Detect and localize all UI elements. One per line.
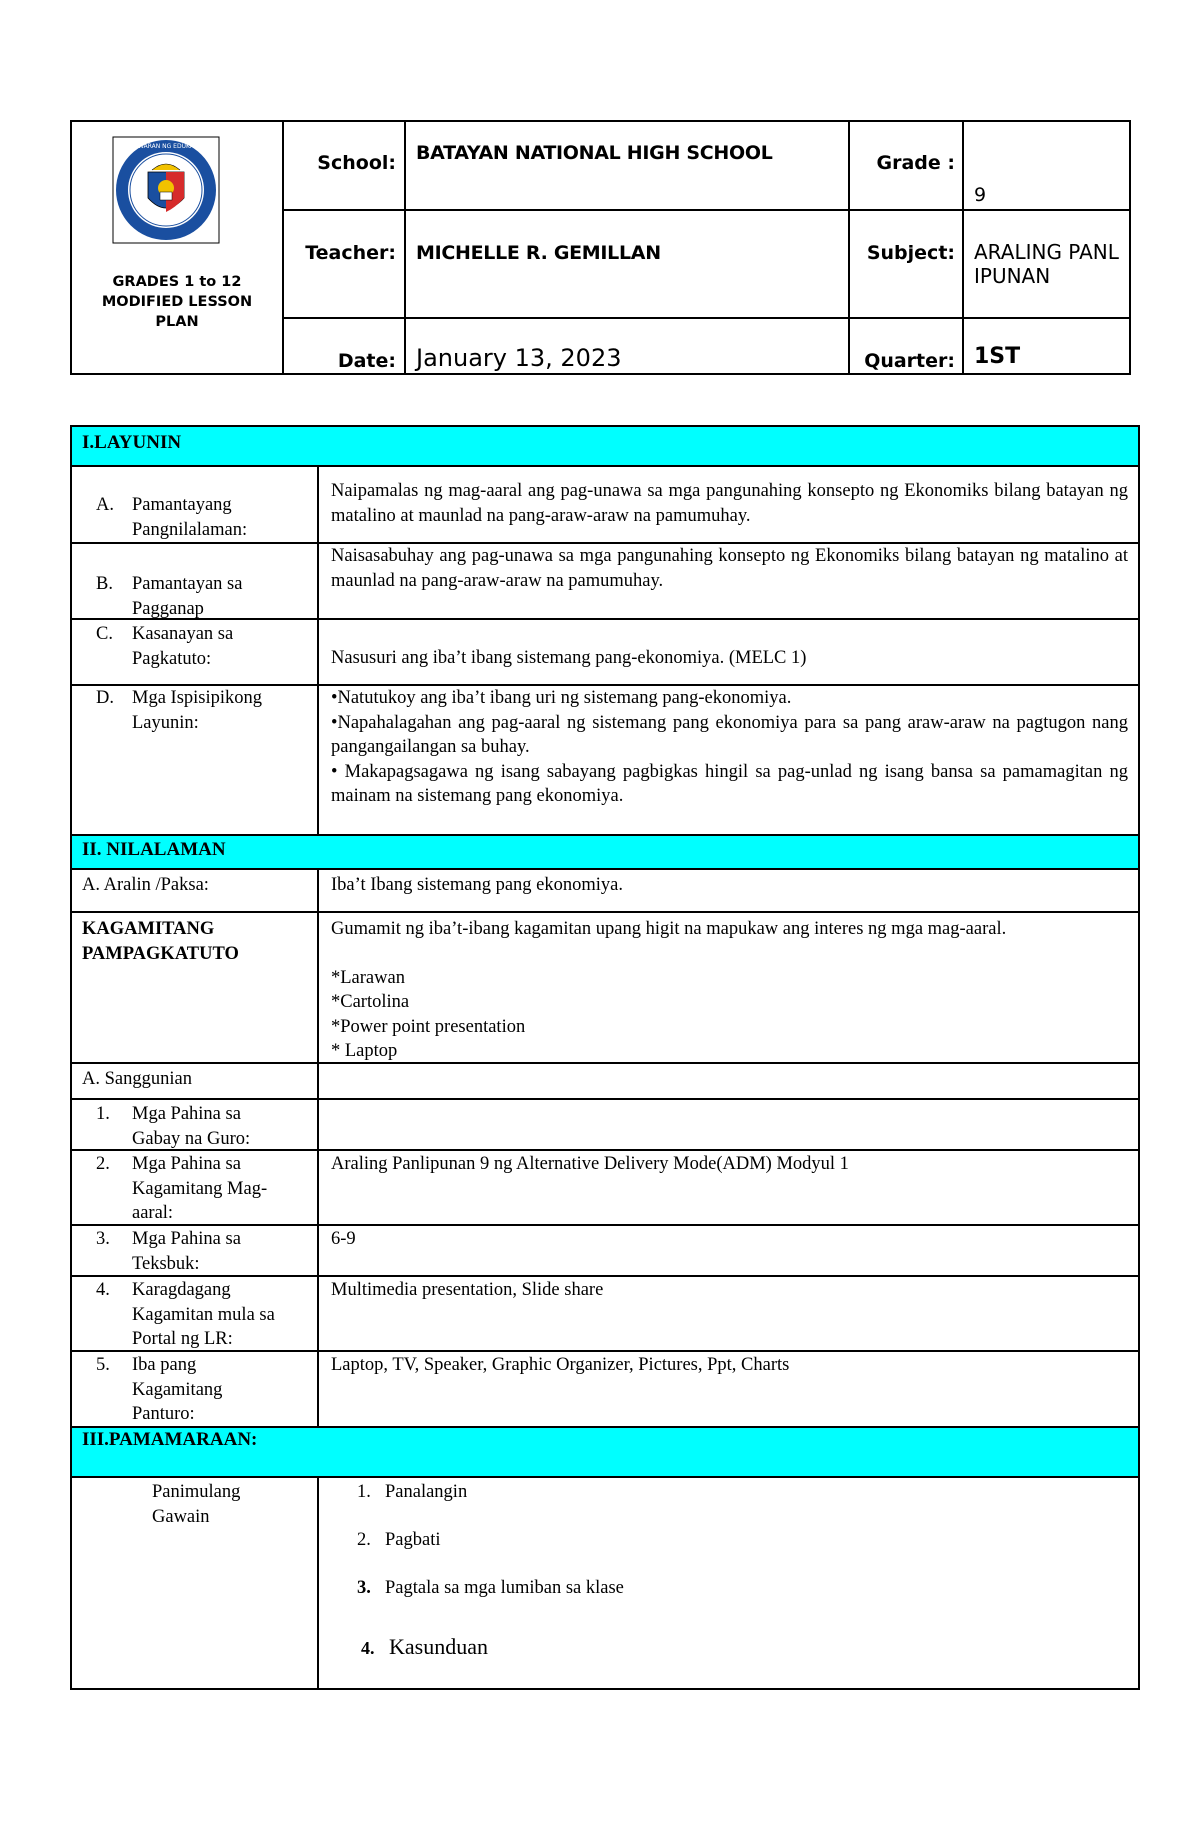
section-title: III.PAMAMARAAN: xyxy=(82,1429,258,1450)
divider xyxy=(282,122,284,373)
materials-intro: Gumamit ng iba’t-ibang kagamitan upang higit na mapukaw ang interes ng mga mag-aaral. xyxy=(331,919,1007,939)
subject-label: Subject: xyxy=(866,242,955,264)
row-number: 1. xyxy=(96,1104,110,1124)
objective-item: • Makapagsagawa ng isang sabayang pagbigkas hingil sa pag-unlad ng isang bansa sa pamamagitan ng mainam na sistemang pang ekonomiya. xyxy=(331,761,1128,806)
section-header-nilalaman xyxy=(72,836,1138,870)
row-content: Naisasabuhay ang pag-unawa sa mga pangunahing konsepto ng Ekonomiks bilang batayan ng matalino at maunlad na pang-araw-araw na pamumuhay. xyxy=(331,546,1128,591)
table-row xyxy=(72,913,1138,1064)
row-content: Naipamalas ng mag-aaral ang pag-unawa sa mga pangunahing konsepto ng Ekonomiks bilang batayan ng matalino at maunlad na pang-araw-araw na pamumuhay. xyxy=(331,481,1128,526)
table-row xyxy=(72,1352,1138,1428)
item-text: Kasunduan xyxy=(389,1634,488,1659)
row-label: A. Aralin /Paksa: xyxy=(82,875,209,895)
section-header-layunin xyxy=(72,427,1138,467)
item-number: 3. xyxy=(357,1578,371,1598)
teacher-label: Teacher: xyxy=(305,242,396,264)
row-content-cell xyxy=(319,1478,1138,1688)
table-row xyxy=(72,870,1138,913)
objective-item: •Napahalagahan ang pag-aaral ng sistemang pang ekonomiya para sa pang araw-araw na pagtugon nang pangangailangan sa buhay. xyxy=(331,712,1128,757)
plan-title xyxy=(72,272,282,332)
quarter-value: 1ST xyxy=(974,344,1021,369)
row-content: Laptop, TV, Speaker, Graphic Organizer, Pictures, Ppt, Charts xyxy=(331,1355,790,1375)
row-number: 2. xyxy=(96,1154,110,1174)
row-label: Pamantayan sa Pagganap xyxy=(132,574,243,619)
table-row xyxy=(72,467,1138,544)
row-content-cell xyxy=(319,1277,1138,1350)
item-number: 2. xyxy=(357,1530,371,1550)
divider xyxy=(962,122,964,373)
grade-value: 9 xyxy=(974,184,987,206)
section-title: I.LAYUNIN xyxy=(82,432,182,453)
table-row xyxy=(72,686,1138,836)
date-value: January 13, 2023 xyxy=(416,344,622,372)
row-label-cell xyxy=(72,620,319,684)
row-content xyxy=(331,686,1128,809)
divider xyxy=(848,122,850,373)
row-content-cell xyxy=(319,467,1138,542)
divider xyxy=(282,317,1129,319)
lesson-plan-table xyxy=(70,425,1140,1690)
divider xyxy=(282,209,1129,211)
plan-title-line: PLAN xyxy=(155,314,199,330)
header-table xyxy=(70,120,1131,375)
materials-item: *Power point presentation xyxy=(331,1016,526,1037)
objective-item: •Natutukoy ang iba’t ibang uri ng sistemang pang-ekonomiya. xyxy=(331,688,792,708)
row-letter: D. xyxy=(96,688,114,708)
row-content-cell xyxy=(319,544,1138,618)
row-content-cell xyxy=(319,1100,1138,1149)
school-value: BATAYAN NATIONAL HIGH SCHOOL xyxy=(416,142,773,164)
row-content-cell xyxy=(319,620,1138,684)
table-row xyxy=(72,620,1138,686)
row-label: Mga Pahina sa Teksbuk: xyxy=(132,1229,241,1274)
row-label-cell xyxy=(72,467,319,542)
row-number: 3. xyxy=(96,1229,110,1249)
row-content: Iba’t Ibang sistemang pang ekonomiya. xyxy=(331,875,623,895)
row-label-cell xyxy=(72,1064,319,1098)
row-content: Multimedia presentation, Slide share xyxy=(331,1280,604,1300)
item-number: 4. xyxy=(361,1638,375,1658)
row-label-cell xyxy=(72,1352,319,1426)
row-label: Mga Ispisipikong Layunin: xyxy=(132,688,263,733)
section-header-pamamaraan xyxy=(72,1428,1138,1478)
procedure-item xyxy=(361,1635,488,1661)
section-title: II. NILALAMAN xyxy=(82,839,226,860)
plan-title-line: MODIFIED LESSON xyxy=(101,294,253,310)
row-content-cell xyxy=(319,1226,1138,1275)
row-label: Iba pang Kagamitang Panturo: xyxy=(132,1355,223,1424)
row-content: 6-9 xyxy=(331,1229,356,1249)
row-label-cell xyxy=(72,544,319,618)
table-row xyxy=(72,1064,1138,1100)
item-text: Pagbati xyxy=(385,1530,441,1550)
row-content-cell xyxy=(319,1352,1138,1426)
row-label: Pamantayang Pangnilalaman: xyxy=(132,495,248,540)
row-label: Kasanayan sa Pagkatuto: xyxy=(132,624,234,669)
table-row xyxy=(72,1478,1138,1688)
row-label: KAGAMITANG PAMPAGKATUTO xyxy=(82,919,239,964)
row-label-cell xyxy=(72,1100,319,1149)
row-label: Mga Pahina sa Kagamitang Mag-aaral: xyxy=(132,1154,268,1223)
row-label-cell xyxy=(72,1478,319,1688)
item-text: Panalangin xyxy=(385,1482,468,1502)
table-row xyxy=(72,1277,1138,1352)
row-label-cell xyxy=(72,870,319,911)
row-letter: A. xyxy=(96,495,114,515)
row-label-cell xyxy=(72,686,319,834)
row-letter: B. xyxy=(96,574,113,594)
row-label-cell xyxy=(72,1151,319,1224)
school-label: School: xyxy=(317,152,396,174)
item-text: Pagtala sa mga lumiban sa klase xyxy=(385,1578,624,1598)
row-content: Araling Panlipunan 9 ng Alternative Delivery Mode(ADM) Modyul 1 xyxy=(331,1154,849,1174)
row-content: Nasusuri ang iba’t ibang sistemang pang-ekonomiya. (MELC 1) xyxy=(331,648,807,668)
subject-value: ARALING PANLIPUNAN xyxy=(974,240,1119,288)
procedure-item xyxy=(357,1480,467,1505)
row-number: 5. xyxy=(96,1355,110,1375)
row-letter: C. xyxy=(96,624,113,644)
materials-item: * Laptop xyxy=(331,1041,398,1061)
row-label-cell xyxy=(72,913,319,1062)
row-content-cell xyxy=(319,686,1138,834)
row-label: Panimulang Gawain xyxy=(152,1482,241,1527)
row-label: Karagdagang Kagamitan mula sa Portal ng LR: xyxy=(132,1280,275,1349)
row-label-cell xyxy=(72,1277,319,1350)
table-row xyxy=(72,544,1138,620)
date-label: Date: xyxy=(337,350,396,372)
row-number: 4. xyxy=(96,1280,110,1300)
grade-label: Grade : xyxy=(876,152,955,174)
plan-title-line: GRADES 1 to 12 xyxy=(112,274,242,290)
row-content xyxy=(331,917,1128,1064)
deped-seal-logo xyxy=(112,136,220,244)
row-label: A. Sanggunian xyxy=(82,1069,192,1089)
item-number: 1. xyxy=(357,1482,371,1502)
divider xyxy=(404,122,406,373)
table-row xyxy=(72,1151,1138,1226)
row-content-cell xyxy=(319,870,1138,911)
quarter-label: Quarter: xyxy=(864,350,955,372)
teacher-value: MICHELLE R. GEMILLAN xyxy=(416,242,661,264)
procedure-item xyxy=(357,1528,441,1553)
row-label: Mga Pahina sa Gabay na Guro: xyxy=(132,1104,251,1149)
row-content-cell xyxy=(319,1151,1138,1224)
row-content-cell xyxy=(319,1064,1138,1098)
row-label-cell xyxy=(72,1226,319,1275)
row-content-cell xyxy=(319,913,1138,1062)
procedure-item xyxy=(357,1576,624,1601)
table-row xyxy=(72,1226,1138,1277)
table-row xyxy=(72,1100,1138,1151)
svg-text:KAGAWARAN NG EDUKASYON: KAGAWARAN NG EDUKASYON xyxy=(121,143,211,150)
materials-item: *Cartolina xyxy=(331,992,410,1012)
materials-item: *Larawan xyxy=(331,967,405,988)
